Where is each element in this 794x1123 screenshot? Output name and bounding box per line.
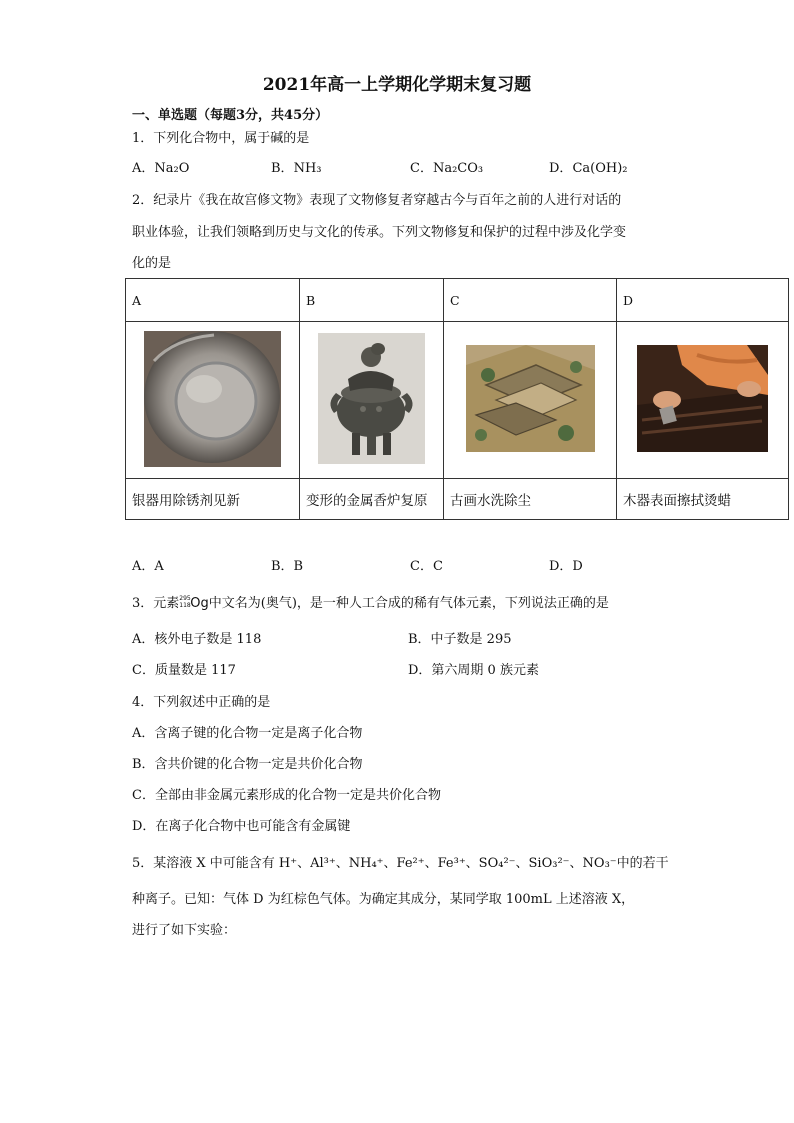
- q4-option-a[interactable]: A．含离子键的化合物一定是离子化合物: [132, 726, 363, 741]
- q5-stem-line3: 进行了如下实验：: [132, 923, 237, 938]
- q2-caption-b: 变形的金属香炉复原: [300, 479, 444, 520]
- q2-caption-a: 银器用除锈剂见新: [126, 479, 300, 520]
- q2-options: [132, 559, 688, 575]
- q2-option-b[interactable]: B．B: [271, 559, 304, 574]
- element-og-notation: [179, 596, 208, 612]
- q4-stem: 4．下列叙述中正确的是: [132, 695, 271, 710]
- q2-image-cell-b: [300, 322, 444, 479]
- q2-caption-d: 木器表面擦拭烫蜡: [617, 479, 789, 520]
- q3-stem: [132, 596, 609, 612]
- q2-option-d[interactable]: D．D: [549, 559, 583, 574]
- q2-header-b: B: [300, 279, 444, 322]
- q3-options-row2: [132, 663, 684, 679]
- incense-burner-photo: [318, 333, 425, 464]
- ancient-painting-photo: [466, 345, 595, 452]
- q2-stem-line1: 2．纪录片《我在故宫修文物》表现了文物修复者穿越古今与百年之前的人进行对话的: [132, 193, 622, 208]
- q2-header-a: A: [126, 279, 300, 322]
- q1-option-a[interactable]: A．Na₂O: [132, 161, 190, 176]
- q3-options-row1: [132, 632, 684, 648]
- q3-option-c[interactable]: C．质量数是 117: [132, 663, 236, 678]
- section-heading: 一、单选题（每题3分，共45分）: [132, 108, 329, 123]
- q2-image-cell-d: [617, 322, 789, 479]
- q3-option-b[interactable]: B．中子数是 295: [408, 632, 512, 647]
- q2-option-a[interactable]: A．A: [132, 559, 164, 574]
- q2-caption-c: 古画水洗除尘: [444, 479, 617, 520]
- q2-header-c: C: [444, 279, 617, 322]
- q1-stem: 1．下列化合物中，属于碱的是: [132, 131, 310, 146]
- silver-bowl-photo: [144, 331, 281, 467]
- q1-option-b[interactable]: B．NH₃: [271, 161, 322, 176]
- wood-waxing-photo: [637, 345, 768, 452]
- element-mass-number: 295: [179, 595, 191, 602]
- q4-option-d[interactable]: D．在离子化合物中也可能含有金属键: [132, 819, 351, 834]
- q2-image-cell-a: [126, 322, 300, 479]
- q4-option-b[interactable]: B．含共价键的化合物一定是共价化合物: [132, 757, 363, 772]
- q1-option-d[interactable]: D．Ca(OH)₂: [549, 161, 628, 176]
- q2-table: [125, 278, 789, 520]
- q2-stem-line2: 职业体验，让我们领略到历史与文化的传承。下列文物修复和保护的过程中涉及化学变: [132, 225, 627, 240]
- q1-option-c[interactable]: C．Na₂CO₃: [410, 161, 484, 176]
- q5-stem-line1: 5．某溶液 X 中可能含有 H⁺、Al³⁺、NH₄⁺、Fe²⁺、Fe³⁺、SO₄²⁻、SiO₃²⁻、NO₃⁻中的若干: [132, 856, 669, 871]
- q3-option-a[interactable]: A．核外电子数是 118: [132, 632, 262, 647]
- q3-stem-prefix: 3．元素: [132, 596, 180, 611]
- q4-option-c[interactable]: C．全部由非金属元素形成的化合物一定是共价化合物: [132, 788, 441, 803]
- q2-header-d: D: [617, 279, 789, 322]
- q2-option-c[interactable]: C．C: [410, 559, 443, 574]
- q2-stem-line3: 化的是: [132, 256, 172, 271]
- q3-option-d[interactable]: D．第六周期 0 族元素: [408, 663, 539, 678]
- element-atomic-number: 118: [179, 602, 191, 609]
- q1-options: [132, 161, 688, 177]
- q5-stem-line2: 种离子。已知：气体 D 为红棕色气体。为确定其成分，某同学取 100mL 上述溶液 X，: [132, 892, 635, 907]
- element-symbol: Og: [190, 596, 209, 611]
- page-title: 2021年高一上学期化学期末复习题: [262, 75, 532, 95]
- q3-stem-suffix: 中文名为(奥气)，是一种人工合成的稀有气体元素，下列说法正确的是: [208, 596, 609, 611]
- q2-image-cell-c: [444, 322, 617, 479]
